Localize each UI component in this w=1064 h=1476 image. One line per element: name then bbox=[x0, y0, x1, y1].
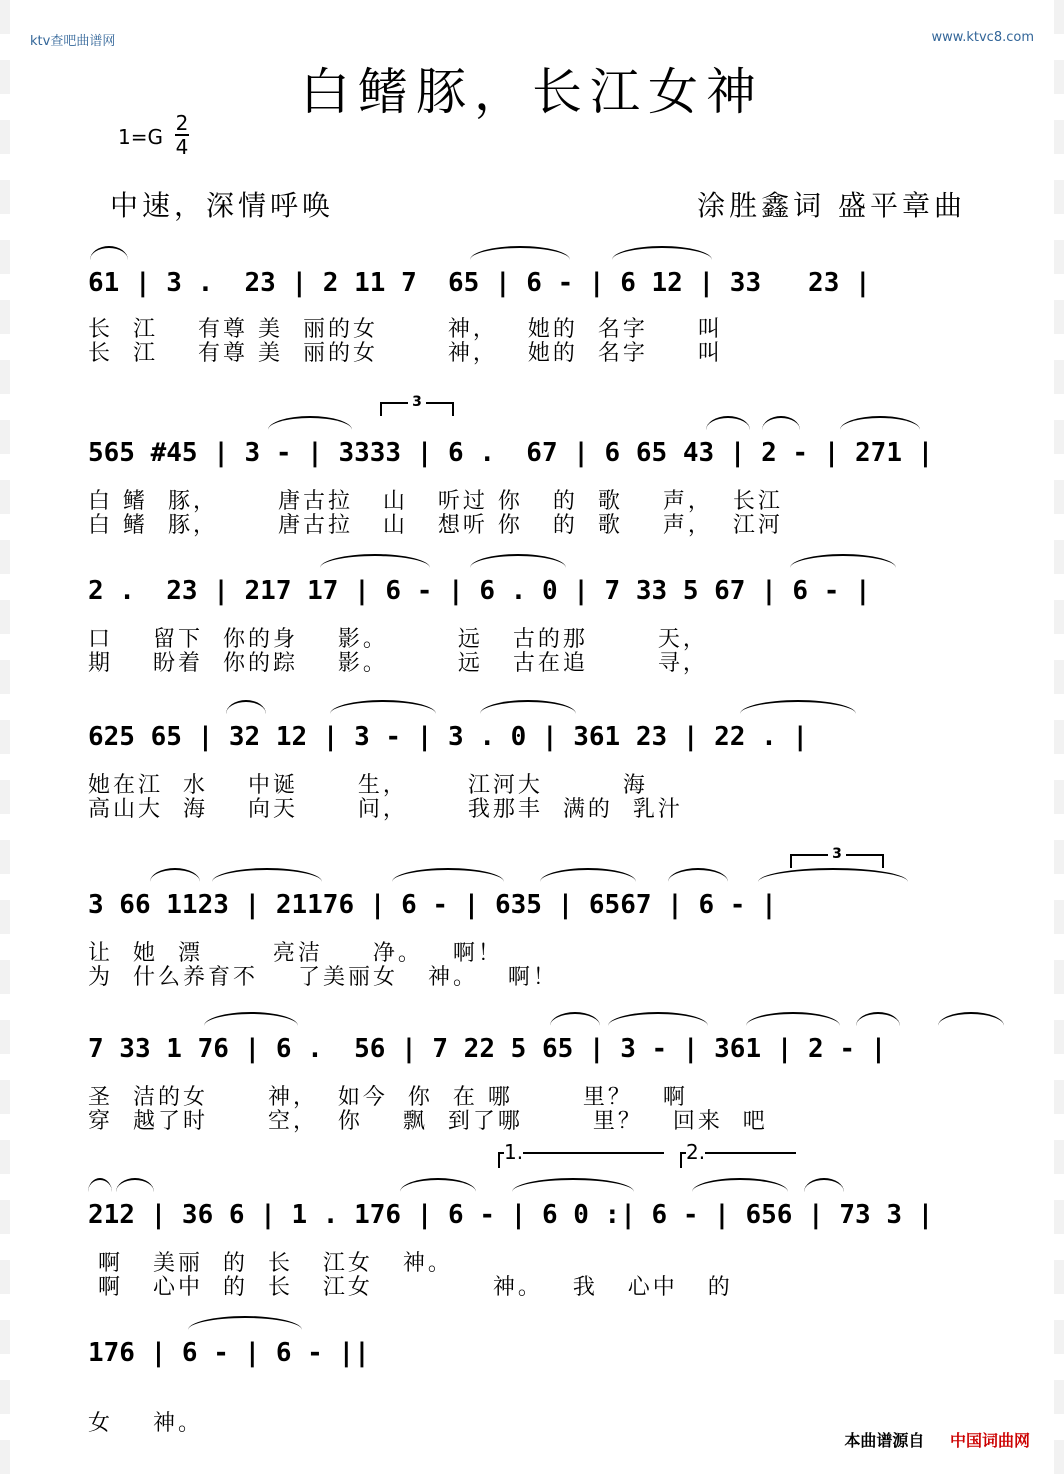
lyrics-verse-1: 女 神。 bbox=[88, 1411, 203, 1436]
notation-line: 625 65 | 32 12 | 3 - | 3 . 0 | 361 23 | 22 . | bbox=[88, 722, 809, 752]
slur bbox=[706, 416, 750, 444]
lyrics-verse-1: 让 她 漂 亮洁 净。 啊！ bbox=[88, 941, 503, 966]
lyrics-verse-2: 啊 心中 的 长 江女 神。 我 心中 的 bbox=[88, 1275, 733, 1300]
lyrics-verse-1: 啊 美丽 的 长 江女 神。 bbox=[88, 1251, 453, 1276]
slur bbox=[204, 1012, 298, 1040]
slur bbox=[226, 700, 266, 728]
slur bbox=[740, 700, 856, 728]
slur bbox=[330, 700, 436, 728]
notation-line: 176 | 6 - | 6 - || bbox=[88, 1338, 370, 1368]
slur bbox=[840, 416, 920, 444]
triplet-number: 3 bbox=[828, 846, 846, 862]
lyrics-verse-2: 长 江 有尊 美 丽的女 神， 她的 名字 叫 bbox=[88, 341, 723, 366]
lyrics-verse-1: 圣 洁的女 神， 如今 你 在 哪 里？ 啊 bbox=[88, 1085, 688, 1110]
slur bbox=[608, 1012, 708, 1040]
lyrics-verse-2: 为 什么养育不 了美丽女 神。 啊！ bbox=[88, 965, 558, 990]
slur bbox=[470, 554, 566, 582]
slur bbox=[212, 868, 322, 896]
slur bbox=[116, 1178, 154, 1206]
slur bbox=[762, 416, 800, 444]
slur bbox=[188, 1316, 302, 1344]
slur bbox=[938, 1012, 1004, 1040]
right-margin-watermark bbox=[1054, 0, 1064, 1476]
slur bbox=[480, 700, 576, 728]
key-signature: 1=G bbox=[118, 125, 163, 149]
first-ending-label: 1. bbox=[504, 1140, 524, 1164]
triplet-number: 3 bbox=[408, 394, 426, 410]
slur bbox=[512, 1178, 634, 1206]
lyrics-verse-1: 长 江 有尊 美 丽的女 神， 她的 名字 叫 bbox=[88, 317, 723, 342]
notation-line: 212 | 36 6 | 1 . 176 | 6 - | 6 0 :| 6 - | 656 | 73 3 | bbox=[88, 1200, 934, 1230]
slur bbox=[550, 1012, 600, 1040]
song-title: 白鳍豚，长江女神 bbox=[300, 63, 764, 121]
lyrics-verse-2: 期 盼着 你的踪 影。 远 古在追 寻， bbox=[88, 651, 708, 676]
lyrics-verse-1: 她在江 水 中诞 生， 江河大 海 bbox=[88, 773, 648, 798]
triplet-bracket bbox=[380, 394, 454, 416]
lyrics-verse-2: 穿 越了时 空， 你 飘 到了哪 里？ 回来 吧 bbox=[88, 1109, 768, 1134]
slur bbox=[804, 1178, 844, 1206]
slur bbox=[90, 246, 128, 274]
notation-line: 2 . 23 | 217 17 | 6 - | 6 . 0 | 7 33 5 67 | 6 - | bbox=[88, 576, 871, 606]
notation-line: 3 66 1123 | 21176 | 6 - | 635 | 6567 | 6 - | bbox=[88, 890, 777, 920]
slur bbox=[612, 246, 712, 274]
slur bbox=[692, 1178, 788, 1206]
second-ending-label: 2. bbox=[686, 1140, 706, 1164]
header-left-site: ktv查吧曲谱网 bbox=[30, 34, 116, 49]
time-signature-top: 2 bbox=[175, 111, 189, 135]
slur bbox=[856, 1012, 900, 1040]
slur bbox=[268, 416, 352, 444]
slur bbox=[320, 554, 430, 582]
first-ending-bracket bbox=[498, 1140, 664, 1168]
slur bbox=[668, 868, 728, 896]
tempo-marking: 中速，深情呼唤 bbox=[110, 189, 335, 222]
header-right-site: www.ktvc8.com bbox=[931, 30, 1034, 45]
source-credit bbox=[844, 1428, 1030, 1451]
slur bbox=[758, 868, 908, 896]
slur bbox=[540, 868, 636, 896]
slur bbox=[470, 246, 570, 274]
lyrics-verse-2: 白 鳍 豚， 唐古拉 山 想听 你 的 歌 声， 江河 bbox=[88, 513, 783, 538]
second-ending-bracket bbox=[680, 1140, 796, 1168]
left-margin-watermark bbox=[0, 0, 10, 1476]
lyrics-verse-2: 高山大 海 向天 问， 我那丰 满的 乳汁 bbox=[88, 797, 683, 822]
notation-line: 565 #45 | 3 - | 3333 | 6 . 67 | 6 65 43 | 2 - | 271 | bbox=[88, 438, 934, 468]
slur bbox=[88, 1178, 112, 1206]
notation-line: 61 | 3 . 23 | 2 11 7 65 | 6 - | 6 12 | 33 23 | bbox=[88, 268, 871, 298]
time-signature-bottom: 4 bbox=[175, 135, 189, 159]
slur bbox=[150, 868, 200, 896]
lyrics-verse-1: 白 鳍 豚， 唐古拉 山 听过 你 的 歌 声， 长江 bbox=[88, 489, 783, 514]
time-signature bbox=[172, 112, 192, 158]
slur bbox=[392, 868, 504, 896]
source-site-link[interactable]: 中国词曲网 bbox=[949, 1431, 1030, 1450]
credits: 涂胜鑫词 盛平章曲 bbox=[697, 189, 966, 222]
source-label: 本曲谱源自 bbox=[844, 1431, 925, 1450]
triplet-bracket bbox=[790, 846, 884, 868]
slur bbox=[790, 554, 896, 582]
notation-line: 7 33 1 76 | 6 . 56 | 7 22 5 65 | 3 - | 361 | 2 - | bbox=[88, 1034, 887, 1064]
slur bbox=[400, 1178, 476, 1206]
slur bbox=[746, 1012, 840, 1040]
lyrics-verse-1: 口 留下 你的身 影。 远 古的那 天， bbox=[88, 627, 708, 652]
